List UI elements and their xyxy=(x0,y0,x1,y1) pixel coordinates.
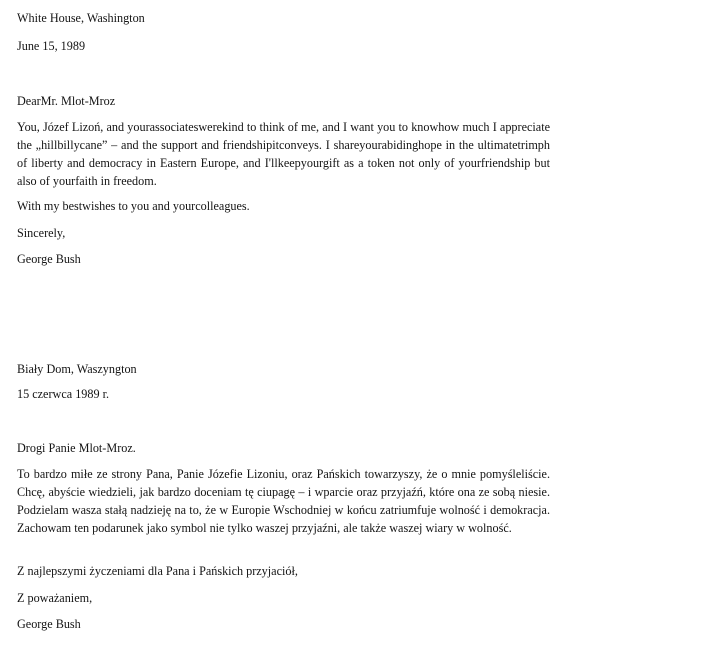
letter-date: June 15, 1989 xyxy=(17,39,86,53)
letter-place: Biały Dom, Waszyngton xyxy=(17,362,137,376)
letter-sign-off: Sincerely, xyxy=(17,226,66,240)
letter-salutation: Drogi Panie Mlot-Mroz. xyxy=(17,441,136,455)
letter-closing-wishes: Z najlepszymi życzeniami dla Pana i Pańskich przyjaciół, xyxy=(17,564,298,578)
letter-date: 15 czerwca 1989 r. xyxy=(17,387,110,401)
letter-body: You, Józef Lizoń, and yourassociateswerekind to think of me, and I want you to knowhow much I appreciate the „hillbillycane” – and the support and friendshipitconveys. I shareyourabidinghope in the ultimatetrimph of liberty and democracy in Eastern Europe, and I'llkeepyourgift as a token not only of yourfriendship but also of yourfaith in freedom. xyxy=(17,120,550,188)
letter-place: White House, Washington xyxy=(17,11,145,25)
letter-signature: George Bush xyxy=(17,252,81,266)
letter-body: To bardzo miłe ze strony Pana, Panie Józefie Lizoniu, oraz Pańskich towarzyszy, że o mnie pomyśleliście. Chcę, abyście wiedzieli, jak bardzo doceniam tę ciupagę – i wparcie oraz przyjaźń, które ona ze sobą niesie. Podzielam wasza stałą nadzieję na to, że w Europie Wschodniej w końcu zatriumfuje wolność i demokracja. Zachowam ten podarunek jako symbol nie tylko waszej przyjaźni, ale także waszej wiary w wolność. xyxy=(17,467,550,535)
letter-salutation: DearMr. Mlot-Mroz xyxy=(17,94,116,108)
letter-closing-wishes: With my bestwishes to you and yourcolleagues. xyxy=(17,199,250,213)
letter-sign-off: Z poważaniem, xyxy=(17,591,93,605)
letter-signature: George Bush xyxy=(17,617,81,631)
